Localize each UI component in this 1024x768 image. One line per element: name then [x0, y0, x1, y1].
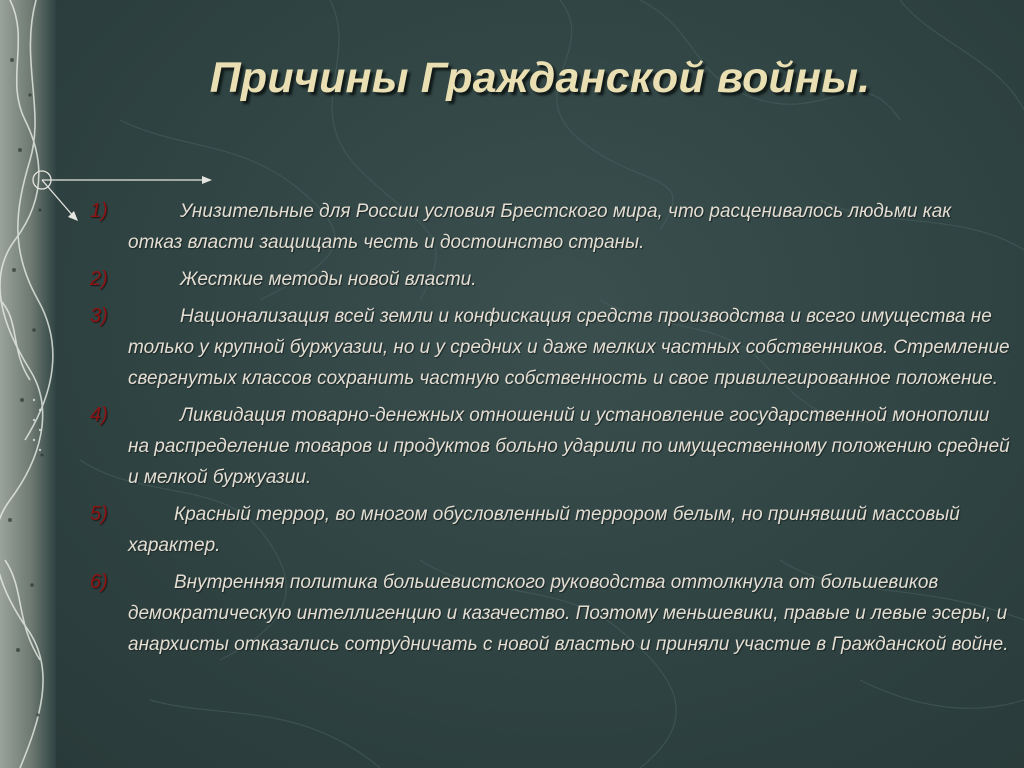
list-item — [90, 301, 1010, 394]
item-number: 3) — [90, 305, 108, 327]
list-item — [90, 567, 1010, 660]
item-text: Красный террор, во многом обусловленный террором белым, но принявший массовый характер. — [128, 504, 960, 556]
item-text: Внутренняя политика большевистского руководства оттолкнула от большевиков демократическую интеллигенцию и казачество. Поэтому меньшевики, правые и левые эсеры, и анархисты отказались сотрудничать с новой властью и приняли участие в Гражданской войне. — [128, 572, 1009, 655]
item-text: Национализация всей земли и конфискация средств производства и всего имущества не только у крупной буржуазии, но и у средних и даже мелких частных собственников. Стремление свергнутых классов сохранить частную собственность и свое привилегированное положение. — [128, 306, 1010, 389]
list-item — [90, 400, 1010, 493]
causes-list — [90, 196, 1010, 666]
list-item — [90, 264, 1010, 295]
decorative-map-strip — [0, 0, 56, 768]
item-text: Жесткие методы новой власти. — [180, 269, 477, 290]
list-item — [90, 196, 1010, 258]
item-number: 1) — [90, 200, 108, 222]
list-item — [90, 499, 1010, 561]
item-number: 4) — [90, 404, 108, 426]
slide-title: Причины Гражданской войны. — [209, 54, 871, 102]
item-text: Унизительные для России условия Брестского мира, что расценивалось людьми как отказ власти защищать честь и достоинство страны. — [128, 201, 952, 253]
item-number: 2) — [90, 268, 108, 290]
item-number: 5) — [90, 503, 108, 525]
item-number: 6) — [90, 571, 108, 593]
item-text: Ликвидация товарно-денежных отношений и установление государственной монополии на распределение товаров и продуктов больно ударили по имущественному положению средней и мелкой буржуазии. — [128, 405, 1010, 488]
